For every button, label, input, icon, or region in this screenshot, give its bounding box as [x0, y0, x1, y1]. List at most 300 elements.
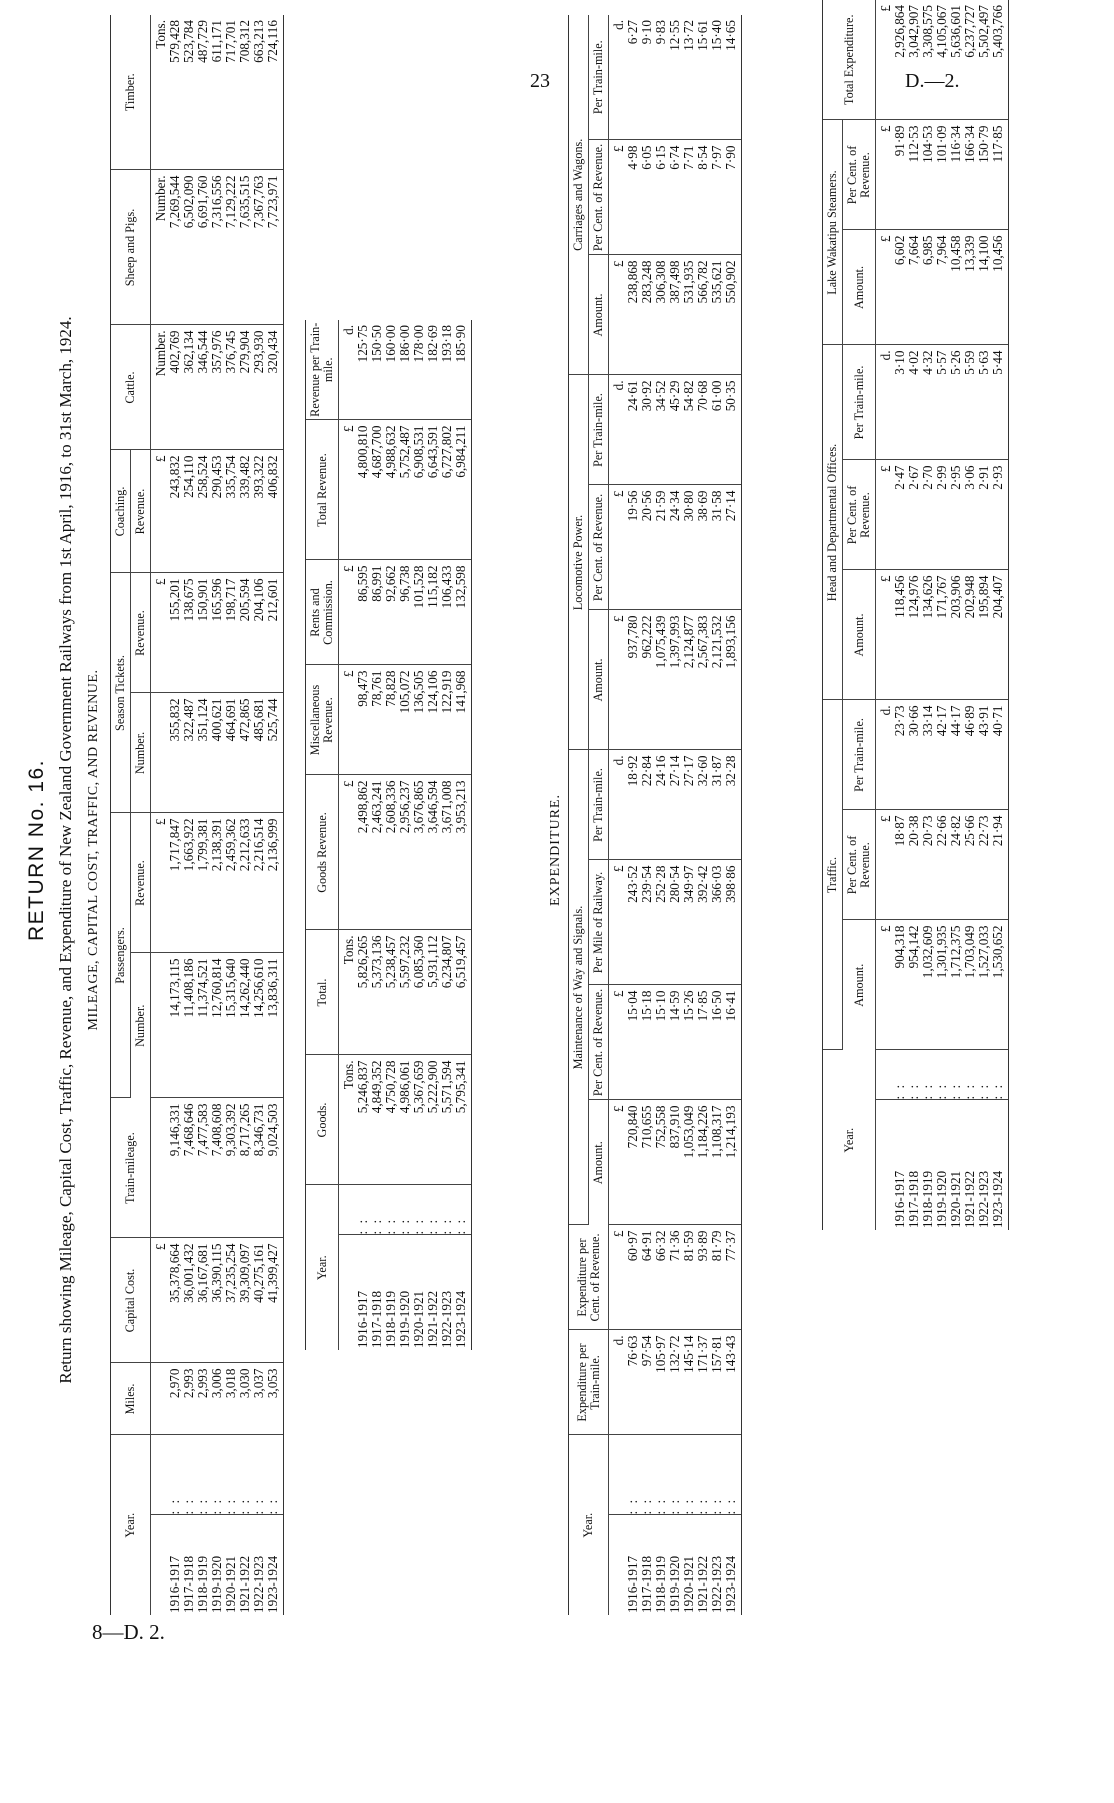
- table-cell: 125·75: [356, 320, 370, 420]
- table-cell: 10,458: [949, 230, 963, 345]
- col-loco-pc: Per Cent. of Revenue.: [589, 485, 609, 610]
- table-row: [935, 0, 949, 1230]
- table-row: [238, 15, 252, 1615]
- year-cell: 1916-1917: [625, 1555, 640, 1613]
- table-cell: [339, 1185, 357, 1235]
- table-row: [266, 15, 283, 1615]
- table-cell: 143·43: [724, 1330, 741, 1435]
- col-loco-per-tm: Per Train-mile.: [589, 375, 609, 485]
- table-cell: 6,085,360: [412, 930, 426, 1055]
- table-cell: 280·54: [668, 860, 682, 985]
- col-season-tickets: Season Tickets.: [111, 573, 131, 813]
- table-cell: £: [609, 610, 627, 750]
- table-cell: £: [339, 775, 357, 930]
- table-cell: 112·53: [907, 120, 921, 230]
- table-cell: 11,374,521: [196, 953, 210, 1098]
- col-coaching-revenue: Revenue.: [131, 450, 151, 573]
- mileage-traffic-table: [110, 15, 284, 1615]
- col-loco-amount: Amount.: [589, 610, 609, 750]
- table-cell: 663,213: [252, 15, 266, 170]
- table-cell: 355,832: [168, 693, 182, 813]
- table-cell: 3·06: [963, 460, 977, 570]
- table-cell: 20·38: [907, 810, 921, 920]
- table-cell: 400,621: [210, 693, 224, 813]
- table-cell: 20·73: [921, 810, 935, 920]
- col-coaching: Coaching.: [111, 450, 131, 573]
- leader-dots: : :: [196, 1435, 210, 1515]
- table-cell: d.: [609, 15, 627, 140]
- table-cell: 8·54: [696, 140, 710, 255]
- col-revenue-per-train-mile: Revenue per Train-mile.: [306, 320, 339, 420]
- table-cell: 15·40: [710, 15, 724, 140]
- table-cell: £: [876, 460, 894, 570]
- col-goods: Goods.: [306, 1055, 339, 1185]
- col-timber: Timber.: [111, 15, 151, 170]
- table-cell: £: [151, 450, 169, 573]
- table-cell: 9·83: [654, 15, 668, 140]
- year-cell: 1920-1921: [948, 1170, 963, 1228]
- table-cell: 4,105,067: [935, 0, 949, 120]
- table-cell: 24·34: [668, 485, 682, 610]
- col-year: Year.: [111, 1435, 151, 1615]
- table-row: [963, 0, 977, 1230]
- table-cell: 21·59: [654, 485, 668, 610]
- col-rents-commission: Rents and Commission.: [306, 560, 339, 665]
- leader-dots: : :: [724, 1435, 741, 1515]
- table-cell: 5,238,457: [384, 930, 398, 1055]
- table-cell: £: [609, 985, 627, 1100]
- table-row: [907, 0, 921, 1230]
- table-cell: 66·32: [654, 1225, 668, 1330]
- table-cell: 1,301,935: [935, 920, 949, 1050]
- table-cell: 402,769: [168, 325, 182, 450]
- col-lake-amount: Amount.: [843, 230, 876, 345]
- table-cell: 837,910: [668, 1100, 682, 1225]
- table-cell: d.: [609, 750, 627, 860]
- table-cell: 752,558: [654, 1100, 668, 1225]
- table-cell: 36,167,681: [196, 1238, 210, 1363]
- col-passengers-revenue: Revenue.: [131, 813, 151, 953]
- table-cell: 5,403,766: [991, 0, 1008, 120]
- table-cell: 14·65: [724, 15, 741, 140]
- table-cell: 3,953,213: [454, 775, 471, 930]
- table-cell: [151, 1515, 169, 1615]
- table-cell: 31·58: [710, 485, 724, 610]
- table-cell: 2·95: [949, 460, 963, 570]
- leader-dots: : :: [426, 1185, 440, 1235]
- table-cell: 320,434: [266, 325, 283, 450]
- table-cell: 61·00: [710, 375, 724, 485]
- table-cell: 1,184,226: [696, 1100, 710, 1225]
- table-row: [977, 0, 991, 1230]
- table-cell: 7,664: [907, 230, 921, 345]
- table-cell: 13·72: [682, 15, 696, 140]
- table-cell: [609, 1435, 627, 1515]
- table-cell: 7,723,971: [266, 170, 283, 325]
- table-cell: 5·57: [935, 345, 949, 460]
- table-cell: 7,129,222: [224, 170, 238, 325]
- table-cell: 15·18: [640, 985, 654, 1100]
- table-cell: 335,754: [224, 450, 238, 573]
- table-cell: 20·56: [640, 485, 654, 610]
- table-cell: 141,968: [454, 665, 471, 775]
- leader-dots: : :: [963, 1050, 977, 1100]
- table-cell: 6,727,802: [440, 420, 454, 560]
- table-cell: 1,663,922: [182, 813, 196, 953]
- year-cell: 1916-1917: [355, 1290, 370, 1348]
- table-cell: 101,528: [412, 560, 426, 665]
- table-cell: 171,767: [935, 570, 949, 700]
- table-cell: 7·71: [682, 140, 696, 255]
- table-cell: 60·97: [626, 1225, 640, 1330]
- table-cell: 8,717,265: [238, 1098, 252, 1238]
- leader-dots: : :: [168, 1435, 182, 1515]
- table-cell: 178·00: [412, 320, 426, 420]
- table-cell: [151, 1098, 169, 1238]
- table-cell: 203,906: [949, 570, 963, 700]
- table-cell: 4·32: [921, 345, 935, 460]
- table-cell: 76·63: [626, 1330, 640, 1435]
- year-cell: 1921-1922: [695, 1555, 710, 1613]
- table-cell: 43·91: [977, 700, 991, 810]
- leader-dots: : :: [935, 1050, 949, 1100]
- table-cell: 9,024,503: [266, 1098, 283, 1238]
- table-cell: Number.: [151, 325, 169, 450]
- table-cell: 50·35: [724, 375, 741, 485]
- table-cell: 2,136,999: [266, 813, 283, 953]
- expenditure-traffic-table: [822, 0, 1009, 1230]
- table-cell: 132,598: [454, 560, 471, 665]
- table-cell: 2,121,532: [710, 610, 724, 750]
- year-cell: 1916-1917: [167, 1555, 182, 1613]
- year-cell: 1917-1918: [369, 1290, 384, 1348]
- table-cell: 117·85: [991, 120, 1008, 230]
- table-row: [224, 15, 238, 1615]
- table-cell: 93·89: [696, 1225, 710, 1330]
- table-cell: 290,453: [210, 450, 224, 573]
- table-cell: 97·54: [640, 1330, 654, 1435]
- year-cell: 1921-1922: [962, 1170, 977, 1228]
- table-cell: 7·90: [724, 140, 741, 255]
- table-cell: [151, 693, 169, 813]
- table-cell: 7,635,515: [238, 170, 252, 325]
- table-cell: 6,237,727: [963, 0, 977, 120]
- table-cell: 6,234,807: [440, 930, 454, 1055]
- table-cell: 904,318: [893, 920, 907, 1050]
- table-cell: 13,339: [963, 230, 977, 345]
- col-season-revenue: Revenue.: [131, 573, 151, 693]
- table-cell: [151, 1363, 169, 1435]
- leader-dots: : :: [893, 1050, 907, 1100]
- table-cell: £: [876, 570, 894, 700]
- table-cell: 387,498: [668, 255, 682, 375]
- col-head-pc: Per Cent. of Revenue.: [843, 460, 876, 570]
- year-cell: 1920-1921: [681, 1555, 696, 1613]
- table-cell: 36,001,432: [182, 1238, 196, 1363]
- col-carr-per-tm: Per Train-mile.: [589, 15, 609, 140]
- table-cell: 3,018: [224, 1363, 238, 1435]
- table-cell: £: [151, 573, 169, 693]
- table-row: [196, 15, 210, 1615]
- table-cell: 962,222: [640, 610, 654, 750]
- table-cell: 204,106: [252, 573, 266, 693]
- return-subtitle: Return showing Mileage, Capital Cost, Traffic, Revenue, and Expenditure of New Zealand Government Railways from 1st April, 1916, to 31st March, 1924.: [56, 316, 75, 1384]
- units-row: [876, 0, 894, 1230]
- leader-dots: : :: [626, 1435, 640, 1515]
- table-cell: 7,477,583: [196, 1098, 210, 1238]
- table-row: [426, 320, 440, 1350]
- table-cell: 5·63: [977, 345, 991, 460]
- table-cell: 2·67: [907, 460, 921, 570]
- leader-dots: : :: [398, 1185, 412, 1235]
- table-cell: 366·03: [710, 860, 724, 985]
- col-passengers-number: Number.: [131, 953, 151, 1098]
- units-row: [339, 320, 357, 1350]
- table-cell: 937,780: [626, 610, 640, 750]
- leader-dots: : :: [384, 1185, 398, 1235]
- col-head-amount: Amount.: [843, 570, 876, 700]
- table-cell: 35,378,664: [168, 1238, 182, 1363]
- table-cell: 124,976: [907, 570, 921, 700]
- footer-reference: 8—D. 2.: [92, 1620, 165, 1644]
- table-cell: 254,110: [182, 450, 196, 573]
- year-cell: 1923-1924: [265, 1555, 280, 1613]
- table-cell: 4·02: [907, 345, 921, 460]
- col-traffic-per-tm: Per Train-mile.: [843, 700, 876, 810]
- table-cell: £: [876, 120, 894, 230]
- table-cell: 15·61: [696, 15, 710, 140]
- table-cell: 398·86: [724, 860, 741, 985]
- col-carriages-wagons: Carriages and Wagons.: [569, 15, 589, 375]
- col-maint-pc: Per Cent. of Revenue.: [589, 985, 609, 1100]
- table-cell: 96,738: [398, 560, 412, 665]
- table-cell: 2·70: [921, 460, 935, 570]
- year-cell: 1918-1919: [195, 1555, 210, 1613]
- col-locomotive-power: Locomotive Power.: [569, 375, 589, 750]
- table-cell: 186·00: [398, 320, 412, 420]
- table-cell: 258,524: [196, 450, 210, 573]
- table-cell: 1,075,439: [654, 610, 668, 750]
- table-row: [168, 15, 182, 1615]
- table-row: [654, 15, 668, 1615]
- table-cell: £: [609, 140, 627, 255]
- table-cell: 86,595: [356, 560, 370, 665]
- table-cell: 25·66: [963, 810, 977, 920]
- table-cell: 525,744: [266, 693, 283, 813]
- table-cell: 81·79: [710, 1225, 724, 1330]
- col-miles: Miles.: [111, 1363, 151, 1435]
- table-cell: 376,745: [224, 325, 238, 450]
- year-cell: 1919-1920: [397, 1290, 412, 1348]
- table-cell: 78,761: [370, 665, 384, 775]
- col-capital-cost: Capital Cost.: [111, 1238, 151, 1363]
- table-cell: 5,222,900: [426, 1055, 440, 1185]
- leader-dots: : :: [907, 1050, 921, 1100]
- table-cell: 205,594: [238, 573, 252, 693]
- table-row: [710, 15, 724, 1615]
- table-cell: 17·85: [696, 985, 710, 1100]
- table-cell: 293,930: [252, 325, 266, 450]
- table-cell: Tons.: [339, 930, 357, 1055]
- col-season-number: Number.: [131, 693, 151, 813]
- year-cell: 1916-1917: [892, 1170, 907, 1228]
- table-cell: £: [876, 230, 894, 345]
- leader-dots: : :: [356, 1185, 370, 1235]
- leader-dots: : :: [682, 1435, 696, 1515]
- table-cell: 34·52: [654, 375, 668, 485]
- table-cell: 36,390,115: [210, 1238, 224, 1363]
- table-cell: 22·66: [935, 810, 949, 920]
- table-cell: d.: [876, 345, 894, 460]
- table-cell: £: [609, 1100, 627, 1225]
- table-row: [454, 320, 471, 1350]
- table-cell: 24·82: [949, 810, 963, 920]
- table-cell: 18·87: [893, 810, 907, 920]
- table-cell: 78,828: [384, 665, 398, 775]
- year-cell: 1918-1919: [920, 1170, 935, 1228]
- table-cell: £: [339, 420, 357, 560]
- col-traffic-amount: Amount.: [843, 920, 876, 1050]
- table-cell: 487,729: [196, 15, 210, 170]
- table-cell: 9,303,392: [224, 1098, 238, 1238]
- table-cell: 4·98: [626, 140, 640, 255]
- table-cell: 6,519,457: [454, 930, 471, 1055]
- table-cell: 77·37: [724, 1225, 741, 1330]
- table-cell: 30·80: [682, 485, 696, 610]
- table-cell: 27·14: [724, 485, 741, 610]
- table-cell: 202,948: [963, 570, 977, 700]
- col-sheep-pigs: Sheep and Pigs.: [111, 170, 151, 325]
- rotated-page-content: [20, 5, 1060, 1690]
- table-cell: 16·50: [710, 985, 724, 1100]
- table-cell: 15·26: [682, 985, 696, 1100]
- table-row: [356, 320, 370, 1350]
- year-cell: 1923-1924: [723, 1555, 738, 1613]
- table-cell: 322,487: [182, 693, 196, 813]
- table-cell: 5·26: [949, 345, 963, 460]
- table-cell: 1,530,652: [991, 920, 1008, 1050]
- table-cell: 5,597,232: [398, 930, 412, 1055]
- table-cell: 3,671,008: [440, 775, 454, 930]
- document-reference: D.—2.: [905, 70, 960, 92]
- table-cell: 3,308,575: [921, 0, 935, 120]
- table-cell: 155,201: [168, 573, 182, 693]
- table-cell: 717,701: [224, 15, 238, 170]
- col-maint-per-tm: Per Train-mile.: [589, 750, 609, 860]
- table-cell: 145·14: [682, 1330, 696, 1435]
- leader-dots: : :: [640, 1435, 654, 1515]
- table-cell: 346,544: [196, 325, 210, 450]
- table-cell: 23·73: [893, 700, 907, 810]
- table-cell: 44·17: [949, 700, 963, 810]
- year-cell: 1922-1923: [709, 1555, 724, 1613]
- leader-dots: : :: [238, 1435, 252, 1515]
- table-cell: 101·09: [935, 120, 949, 230]
- table-cell: 1,703,049: [963, 920, 977, 1050]
- table-cell: 24·16: [654, 750, 668, 860]
- table-cell: 182·69: [426, 320, 440, 420]
- table-cell: 579,428: [168, 15, 182, 170]
- table-cell: 5,502,497: [977, 0, 991, 120]
- table-row: [893, 0, 907, 1230]
- table-cell: £: [609, 1225, 627, 1330]
- year-cell: 1923-1924: [990, 1170, 1005, 1228]
- table-cell: 243·52: [626, 860, 640, 985]
- table-cell: 6,985: [921, 230, 935, 345]
- table-cell: 7,468,646: [182, 1098, 196, 1238]
- table-cell: 252·28: [654, 860, 668, 985]
- table-cell: 193·18: [440, 320, 454, 420]
- year-cell: 1918-1919: [383, 1290, 398, 1348]
- leader-dots: : :: [977, 1050, 991, 1100]
- table-cell: 40·71: [991, 700, 1008, 810]
- table-cell: 2·47: [893, 460, 907, 570]
- table-cell: 41,399,427: [266, 1238, 283, 1363]
- table-cell: 132·72: [668, 1330, 682, 1435]
- table-cell: 1,214,193: [724, 1100, 741, 1225]
- table-cell: 157·81: [710, 1330, 724, 1435]
- table-cell: £: [339, 665, 357, 775]
- table-cell: d.: [339, 320, 357, 420]
- table-cell: 11,408,186: [182, 953, 196, 1098]
- table-cell: 86,991: [370, 560, 384, 665]
- leader-dots: : :: [991, 1050, 1008, 1100]
- table-cell: 33·14: [921, 700, 935, 810]
- table-cell: 7,367,763: [252, 170, 266, 325]
- table-cell: 464,691: [224, 693, 238, 813]
- table-cell: 54·82: [682, 375, 696, 485]
- table-cell: 1,799,381: [196, 813, 210, 953]
- table-row: [370, 320, 384, 1350]
- leader-dots: : :: [440, 1185, 454, 1235]
- table-cell: 14,100: [977, 230, 991, 345]
- table-cell: 30·92: [640, 375, 654, 485]
- table-cell: 150·79: [977, 120, 991, 230]
- table-cell: 2,993: [182, 1363, 196, 1435]
- col-total: Total.: [306, 930, 339, 1055]
- table-cell: 116·34: [949, 120, 963, 230]
- table-cell: Tons.: [339, 1055, 357, 1185]
- col-maint-amount: Amount.: [589, 1100, 609, 1225]
- table-cell: 122,919: [440, 665, 454, 775]
- table-cell: 14·59: [668, 985, 682, 1100]
- table-cell: 2,124,877: [682, 610, 696, 750]
- table-cell: [609, 1515, 627, 1615]
- table-cell: 349·97: [682, 860, 696, 985]
- table-cell: 22·84: [640, 750, 654, 860]
- table-cell: 9·10: [640, 15, 654, 140]
- table-cell: 2·93: [991, 460, 1008, 570]
- page-number: 23: [530, 70, 550, 92]
- col-traffic-pc: Per Cent. of Revenue.: [843, 810, 876, 920]
- table-cell: 98,473: [356, 665, 370, 775]
- col-traffic: Traffic.: [823, 700, 843, 1050]
- table-cell: 5,795,341: [454, 1055, 471, 1185]
- col-carr-amount: Amount.: [589, 255, 609, 375]
- table-cell: £: [151, 813, 169, 953]
- table-cell: 3·10: [893, 345, 907, 460]
- table-cell: 105,072: [398, 665, 412, 775]
- leader-dots: : :: [710, 1435, 724, 1515]
- col-passengers: Passengers.: [111, 813, 131, 1098]
- table-cell: d.: [609, 1330, 627, 1435]
- table-cell: [151, 953, 169, 1098]
- table-cell: 27·14: [668, 750, 682, 860]
- year-cell: 1917-1918: [906, 1170, 921, 1228]
- table-cell: £: [339, 560, 357, 665]
- table-cell: 4,687,700: [370, 420, 384, 560]
- table-cell: £: [609, 485, 627, 610]
